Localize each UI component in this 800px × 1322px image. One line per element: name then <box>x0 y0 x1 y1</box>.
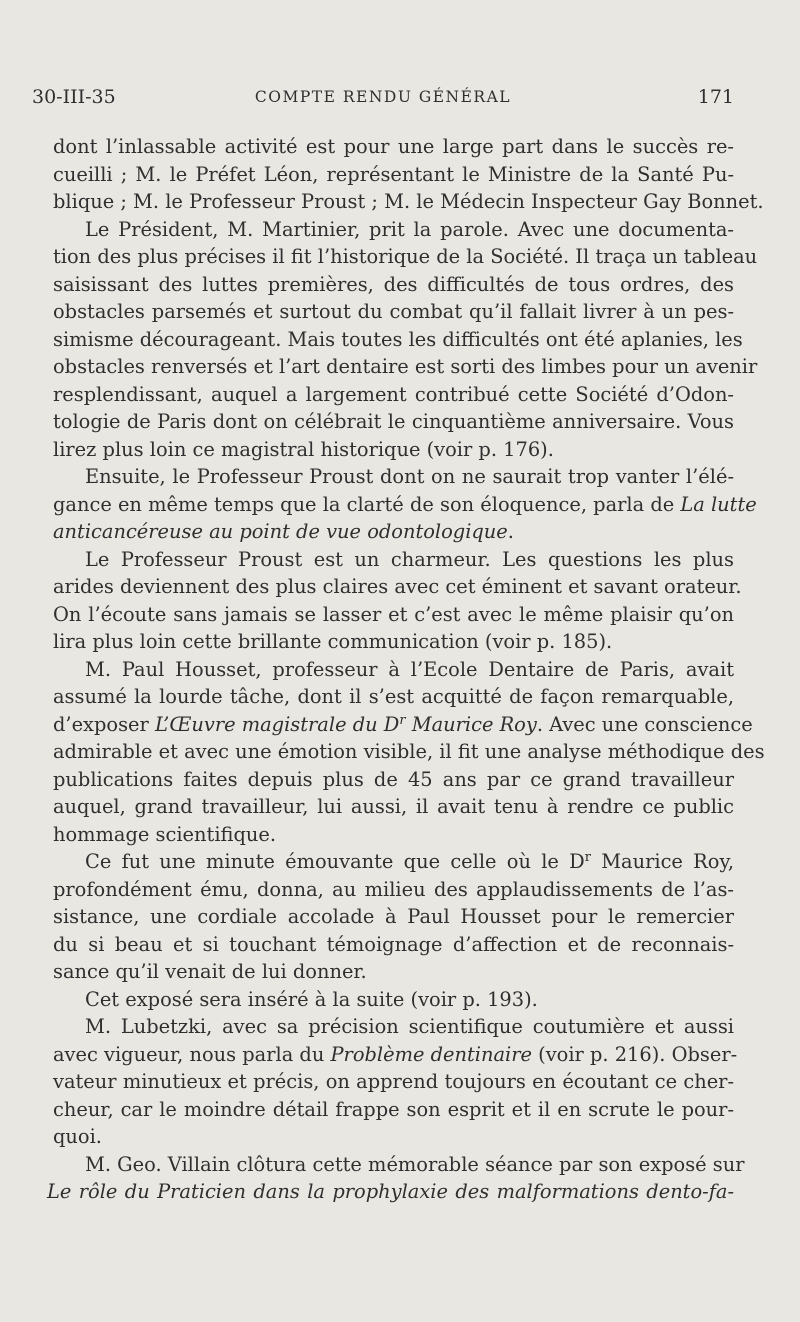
text-segment: obstacles renversés et l’art dentaire est sorti des limbes pour un avenir <box>53 355 758 378</box>
text-line <box>53 518 734 546</box>
text-segment: (voir p. 216). Obser- <box>531 1042 738 1066</box>
italic-text: Problème dentinaire <box>330 1042 532 1066</box>
text-line <box>53 573 742 601</box>
text-segment: blique ; M. le Professeur Proust ; M. le Médecin Inspecteur Gay Bonnet. <box>53 190 764 213</box>
text-segment: M. Geo. Villain clôtura cette mémorable séance par son exposé sur <box>85 1152 745 1176</box>
text-line <box>53 848 734 876</box>
text-line <box>53 1151 745 1179</box>
text-line <box>53 408 734 436</box>
text-line <box>53 876 734 904</box>
text-segment: cueilli ; M. le Préfet Léon, représentant le Ministre de la Santé Pu- <box>53 162 734 186</box>
text-line <box>53 271 734 299</box>
text-line <box>53 821 734 849</box>
text-segment: hommage scientifique. <box>53 822 276 846</box>
text-segment: auquel, grand travailleur, lui aussi, il avait tenu à rendre ce public <box>53 795 734 818</box>
text-line <box>53 188 764 216</box>
text-segment: du si beau et si touchant témoignage d’affection et de reconnais- <box>53 932 734 956</box>
text-segment: admirable et avec une émotion visible, il fit une analyse méthodique des <box>53 740 765 763</box>
italic-text: Maurice Roy <box>405 712 537 736</box>
superscript: r <box>399 712 406 728</box>
text-segment: M. Paul Housset, professeur à l’Ecole Dentaire de Paris, avait <box>85 657 734 681</box>
text-line <box>53 628 734 656</box>
text-line <box>53 436 734 464</box>
text-segment: d’exposer <box>53 712 155 736</box>
text-line <box>53 216 734 244</box>
text-line <box>53 161 734 189</box>
text-segment: On l’écoute sans jamais se lasser et c’est avec le même plaisir qu’on <box>53 602 734 626</box>
text-segment: tion des plus précises il fit l’historique de la Société. Il traça un tableau <box>53 245 758 268</box>
text-line <box>53 491 757 519</box>
text-line <box>53 298 734 326</box>
text-segment: simisme décourageant. Mais toutes les difficultés ont été aplanies, les <box>53 327 743 351</box>
text-line <box>53 958 734 986</box>
text-segment: Maurice Roy, <box>590 850 734 873</box>
text-line <box>53 1041 738 1069</box>
text-segment: resplendissant, auquel a largement contribué cette Société d’Odon- <box>53 382 734 406</box>
italic-text: L’Œuvre magistrale du D <box>154 712 400 736</box>
text-segment: . Avec une conscience <box>536 712 753 736</box>
text-segment: sance qu’il venait de lui donner. <box>53 960 367 983</box>
text-segment: cheur, car le moindre détail frappe son esprit et il en scrute le pour- <box>53 1097 734 1121</box>
text-line <box>53 986 734 1014</box>
text-segment: dont l’inlassable activité est pour une large part dans le succès re- <box>53 135 734 158</box>
text-line <box>53 1123 734 1151</box>
text-line <box>53 1096 734 1124</box>
text-segment: profondément ému, donna, au milieu des applaudissements de l’as- <box>53 877 734 901</box>
text-line <box>53 711 753 739</box>
text-segment: vateur minutieux et précis, on apprend toujours en écoutant ce cher- <box>53 1070 734 1093</box>
text-line <box>53 683 734 711</box>
text-line <box>53 463 734 491</box>
text-segment: Le Professeur Proust est un charmeur. Les questions les plus <box>85 547 734 571</box>
text-segment: sistance, une cordiale accolade à Paul Housset pour le remercier <box>53 905 734 928</box>
text-segment: . <box>507 520 514 543</box>
text-segment: Ensuite, le Professeur Proust dont on ne saurait trop vanter l’élé- <box>85 465 734 488</box>
text-segment: tologie de Paris dont on célébrait le cinquantième anniversaire. Vous <box>53 410 734 433</box>
text-line <box>53 601 734 629</box>
text-line <box>53 381 734 409</box>
text-segment: assumé la lourde tâche, dont il s’est acquitté de façon remarquable, <box>53 685 734 708</box>
text-segment: Cet exposé sera inséré à la suite (voir p. 193). <box>85 987 538 1011</box>
page-number: 171 <box>697 86 734 108</box>
text-segment: quoi. <box>53 1125 102 1148</box>
italic-text: Le rôle du Praticien dans la prophylaxie des malformations dento-fa- <box>47 1180 734 1203</box>
text-line <box>53 931 734 959</box>
text-line <box>53 243 758 271</box>
text-line <box>47 1178 734 1206</box>
text-segment: obstacles parsemés et surtout du combat qu’il fallait livrer à un pes- <box>53 300 734 323</box>
text-segment: saisissant des luttes premières, des difficultés de tous ordres, des <box>53 272 734 296</box>
text-line <box>53 766 734 794</box>
text-segment: Le Président, M. Martinier, prit la parole. Avec une documenta- <box>85 217 734 241</box>
text-segment: avec vigueur, nous parla du <box>53 1042 331 1066</box>
text-line <box>53 353 758 381</box>
text-segment: gance en même temps que la clarté de son éloquence, parla de <box>53 492 681 516</box>
italic-text: anticancéreuse au point de vue odontologique <box>53 520 508 543</box>
text-line <box>53 738 765 766</box>
text-line <box>53 133 734 161</box>
text-segment: lirez plus loin ce magistral historique (voir p. 176). <box>53 437 554 461</box>
running-header <box>32 86 734 116</box>
text-line <box>53 1013 734 1041</box>
text-segment: publications faites depuis plus de 45 ans par ce grand travailleur <box>53 767 734 791</box>
text-line <box>53 793 734 821</box>
text-line <box>53 546 734 574</box>
body-text <box>47 133 765 1206</box>
text-line <box>53 656 734 684</box>
text-segment: lira plus loin cette brillante communication (voir p. 185). <box>53 630 613 653</box>
text-segment: arides deviennent des plus claires avec cet éminent et savant orateur. <box>53 575 742 598</box>
header-date: 30-III-35 <box>32 86 116 108</box>
text-line <box>53 903 734 931</box>
text-segment: Ce fut une minute émouvante que celle où le D <box>85 850 585 873</box>
superscript: r <box>584 850 591 865</box>
text-line <box>53 326 743 354</box>
header-title: COMPTE RENDU GÉNÉRAL <box>254 88 512 106</box>
text-line <box>53 1068 734 1096</box>
italic-text: La lutte <box>680 492 757 516</box>
text-segment: M. Lubetzki, avec sa précision scientifique coutumière et aussi <box>85 1015 734 1038</box>
